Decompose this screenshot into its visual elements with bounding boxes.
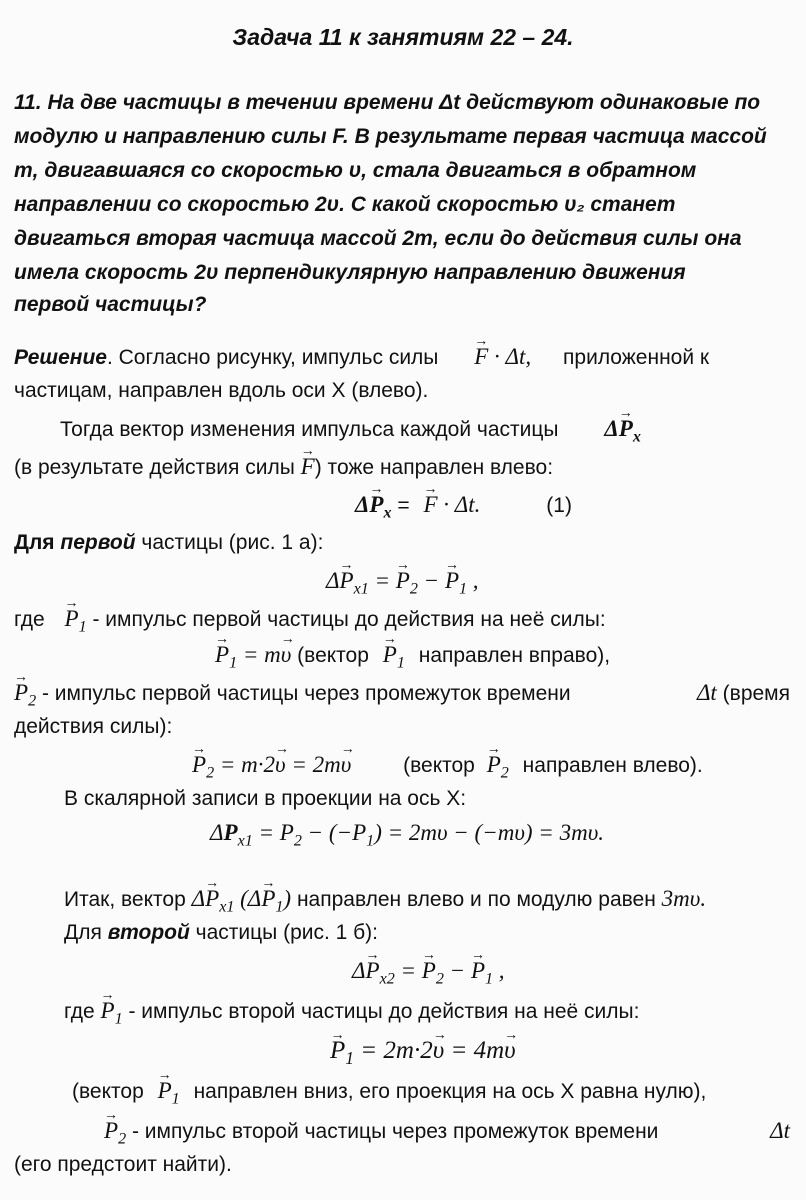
- problem-line: первой частицы?: [14, 293, 207, 316]
- where-line-1: где → $P_1$ - импульс первой частицы до действия на неё силы:: [14, 604, 806, 643]
- itak-line: Итак, вектор $\Delta\to P_{x1}$ $(\Delta\to P_1)$ направлен влево и по модулю равен 3mυ.: [64, 884, 806, 923]
- page-title: Задача 11 к занятиям 22 – 24.: [232, 24, 574, 50]
- problem-line: m, двигавшаяся со скоростью υ, стала двигаться в обратном: [14, 159, 697, 182]
- second-particle-heading: Для второй частицы (рис. 1 б):: [64, 921, 379, 944]
- problem-line: имела скорость 2υ перпендикулярную направлению движения: [14, 261, 686, 284]
- equation-5: $\Delta P_{x1} = P_2 - (-P_1) = 2m\upsilon - (-m\upsilon) = 3m\upsilon$.: [210, 820, 604, 850]
- equation-6: $\Delta\to P_{x2}$ = → $P_2$ − → $P_1$ ,: [352, 956, 806, 995]
- problem-line: 11. На две частицы в течении времени Δt действуют одинаковые по: [14, 91, 761, 114]
- vector-p1-note: (вектор → $P_1$ направлен вниз, его проекция на ось X равна нулю),: [72, 1076, 806, 1115]
- first-particle-heading: Для первой частицы (рис. 1 а):: [14, 531, 324, 554]
- equation-1: $\Delta\to P_x$ = → F · Δt. (1): [355, 490, 806, 529]
- last-line-2: (его предстоит найти).: [14, 1153, 232, 1176]
- problem-line: модулю и направлению силы F. В результате первая частица массой: [14, 125, 767, 148]
- delta-p-x: $\Delta\to P_x$: [604, 416, 641, 441]
- solution-line-4: (в результате действия силы → F) тоже направлен влево:: [14, 452, 806, 483]
- where-line-2: где → $P_1$ - импульс второй частицы до действия на неё силы:: [64, 996, 806, 1035]
- equation-2: $\Delta\to P_{x1}$ = → $P_2$ − → $P_1$ ,: [326, 566, 806, 605]
- force-symbol: → F: [301, 454, 315, 479]
- solution-heading: Решение: [14, 346, 107, 369]
- solution-line-3: Тогда вектор изменения импульса каждой частицы $\Delta\to P_x$: [60, 414, 806, 453]
- force-impulse-formula: → F · Δt,: [474, 344, 531, 369]
- problem-line: направлении со скоростью 2υ. С какой скоростью υ₂ станет: [14, 193, 676, 216]
- equation-4: → $P_2 = m\cdot 2\to \upsilon = 2m\to \upsilon$ (вектор → $P_2$ направлен влево).: [192, 750, 806, 789]
- last-line: → $P_2$ - импульс второй частицы через промежуток времени Δt: [104, 1116, 790, 1155]
- problem-line: двигаться вторая частица массой 2m, если до действия силы она: [14, 227, 742, 250]
- p2-line-2: действия силы):: [14, 715, 173, 738]
- equation-7: → $P_1 = 2m\cdot 2\to \upsilon = 4m\to \upsilon$: [330, 1036, 806, 1073]
- solution-line-2: частицам, направлен вдоль оси X (влево).: [14, 379, 429, 402]
- p2-line: → $P_2$ - импульс первой частицы через промежуток времени Δt (время: [14, 678, 790, 717]
- scalar-line: В скалярной записи в проекции на ось X:: [64, 787, 467, 810]
- solution-line-1: Решение. Согласно рисунку, импульс силы → F · Δt, приложенной к: [14, 342, 806, 373]
- equation-3: → $P_1 = m\to \upsilon$ (вектор → $P_1$ направлен вправо),: [215, 640, 806, 679]
